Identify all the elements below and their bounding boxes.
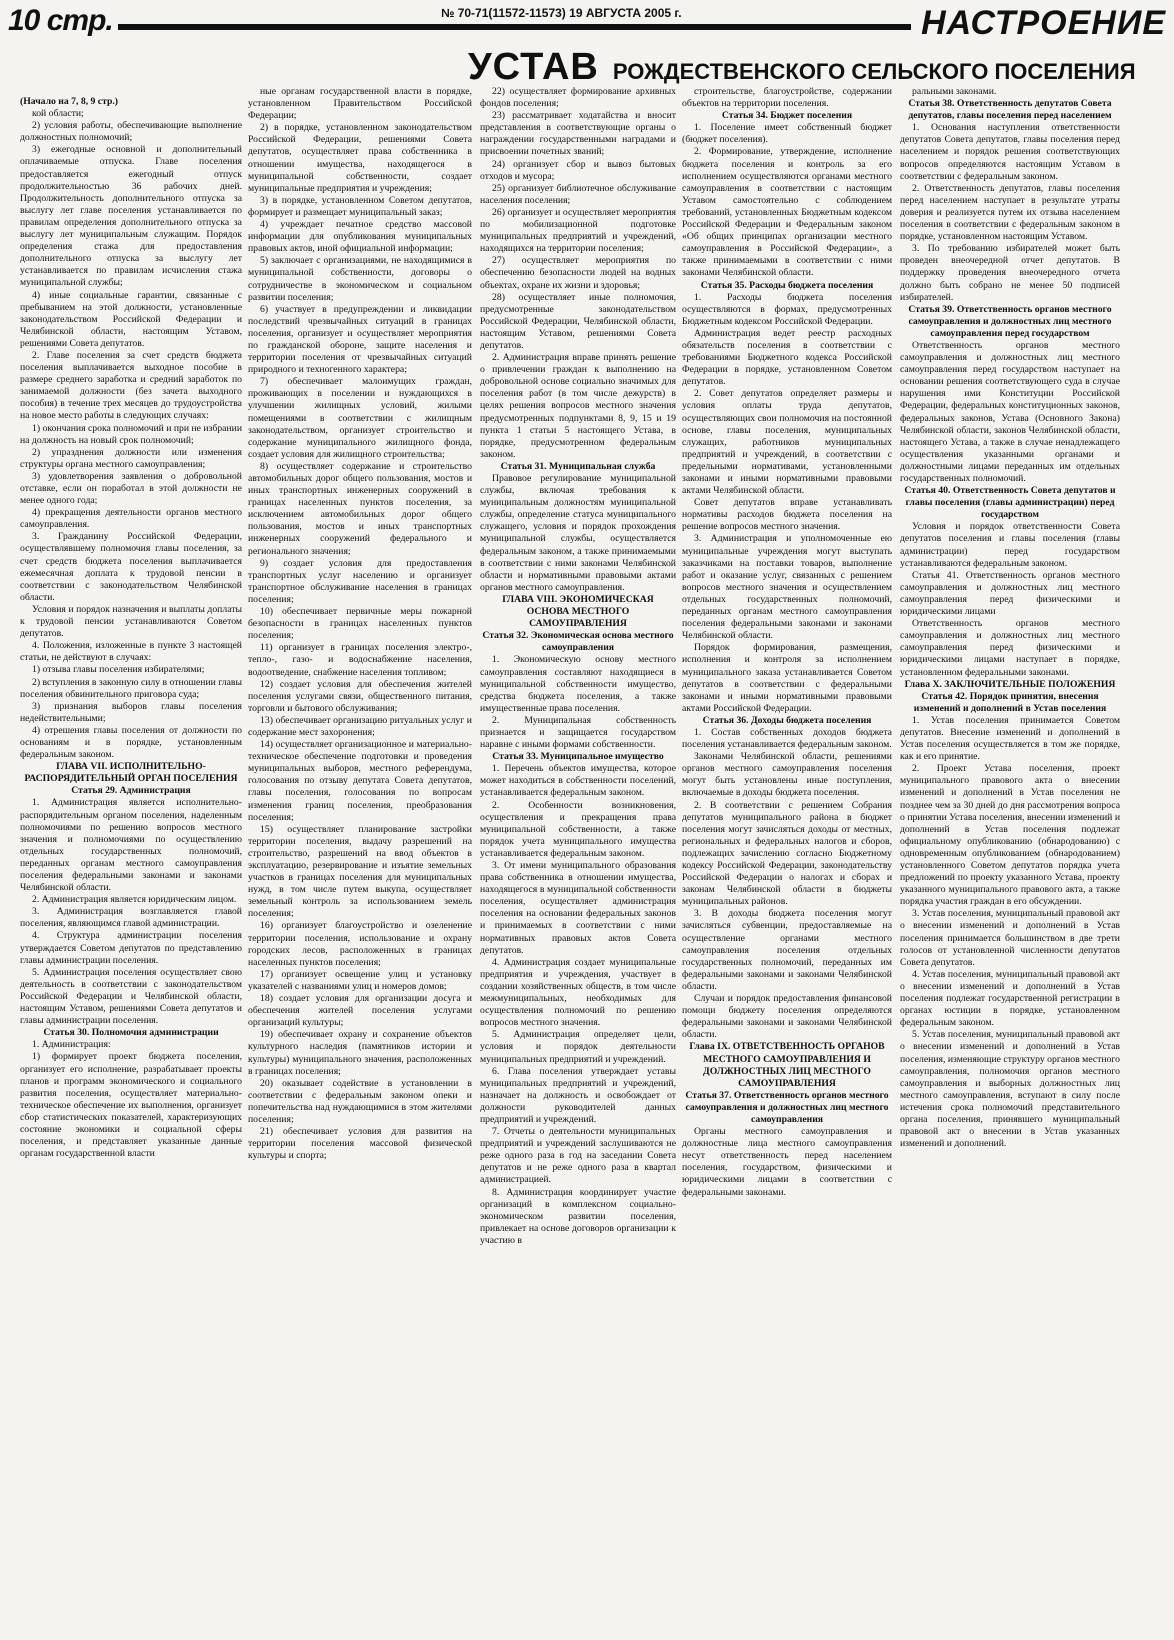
- paragraph: Правовое регулирование муниципальной службы, включая требования к муниципальным должностям муниципальной службы, определение статуса муниципального служащего, условия и порядок прохождения муниципальной службы, осуществляется федеральным законом, а также принимаемыми в соответствии с ними законами Челябинской области и нормативными правовыми актами органов местного самоуправления.: [480, 473, 676, 593]
- paragraph: 1. Администрация является исполнительно-распорядительным органом поселения, наделенным полномочиями по решению вопросов местного значения и полномочиями по осуществлению отдельных государственных полномочий, переданных органам местного самоуправления поселения федеральными законами и законами Челябинской области.: [20, 797, 242, 894]
- paragraph: 2. Муниципальная собственность признается и защищается государством наравне с иными формами собственности.: [480, 714, 676, 751]
- paragraph: 3. По требованию избирателей может быть проведен внеочередной отчет депутатов. В поддержку проведения внеочередного отчета должно быть собрано не менее 50 подписей избирателей.: [900, 243, 1120, 303]
- paragraph: 4. Структура администрации поселения утверждается Советом депутатов по представлению главы администрации поселения.: [20, 930, 242, 966]
- paragraph: 1. Администрация:: [32, 1039, 111, 1051]
- paragraph: 6) участвует в предупреждении и ликвидации последствий чрезвычайных ситуаций в границах поселения, организует и осуществляет мероприятия по гражданской обороне, защите населения и территории поселения от чрезвычайных ситуаций природного и техногенного характера;: [248, 303, 472, 376]
- paragraph: Ответственность органов местного самоуправления и должностных лиц местного самоуправления перед государством наступает на основании решения соответствующего суда в случае нарушения ими Конституции Российской Федерации, федеральных конституционных законов, федеральных законов, Устава (Основного Закона) Челябинской области, законов Челябинской области, настоящего Устава, а также в случае ненадлежащего осуществления указанными органами и должностными лицами переданных им отдельных государственных полномочий.: [900, 339, 1120, 484]
- paragraph: Администрация ведет реестр расходных обязательств поселения в соответствии с требованиями Бюджетного кодекса Российской Федерации в порядке, установленном Советом депутатов.: [682, 327, 892, 388]
- text-column-1: [20, 96, 242, 1634]
- paragraph: 6. Глава поселения утверждает уставы муниципальных предприятий и учреждений, назначает на должность и освобождает от должности руководителей данных предприятий и учреждений.: [480, 1065, 676, 1125]
- section-heading: Статья 32. Экономическая основа местного самоуправления: [482, 630, 674, 654]
- article-title-sub: РОЖДЕСТВЕНСКОГО СЕЛЬСКОГО ПОСЕЛЕНИЯ: [612, 59, 1136, 84]
- paragraph: 26) организует и осуществляет мероприятия по мобилизационной подготовке муниципальных предприятий и учреждений, находящихся на территории поселения;: [480, 206, 676, 255]
- paragraph: Ответственность органов местного самоуправления и должностных лиц местного самоуправления перед физическими и юридическими лицами наступает в порядке, установленном федеральными законами.: [900, 618, 1120, 678]
- section-heading: Статья 29. Администрация: [71, 785, 191, 797]
- paragraph: 3. От имени муниципального образования права собственника в отношении имущества, находящегося в муниципальной собственности поселения, осуществляет администрация поселения на основании федеральных законов и принимаемых в соответствии с ними нормативных правовых актов Совета депутатов.: [480, 860, 676, 956]
- paragraph: 17) организует освещение улиц и установку указателей с названиями улиц и номеров домов;: [248, 968, 472, 992]
- text-column-2: [248, 86, 472, 1634]
- paragraph: 5) заключает с организациями, не находящимися в муниципальной собственности, договоры о сотрудничестве в экономическом и социальном развитии поселения;: [248, 255, 472, 303]
- paragraph: ральными законами.: [912, 86, 997, 97]
- issue-info: № 70-71(11572-11573) 19 АВГУСТА 2005 г.: [433, 6, 690, 20]
- paragraph: 10) обеспечивает первичные меры пожарной безопасности в границах населенных пунктов поселения;: [248, 606, 472, 642]
- paragraph: 3. Устав поселения, муниципальный правовой акт о внесении изменений и дополнений в Устав поселения принимается большинством в две трети голосов от установленной численности депутатов Совета депутатов.: [900, 908, 1120, 968]
- section-heading: Статья 36. Доходы бюджета поселения: [702, 714, 872, 726]
- section-heading: Глава X. ЗАКЛЮЧИТЕЛЬНЫЕ ПОЛОЖЕНИЯ: [904, 678, 1116, 690]
- paragraph: 2. Особенности возникновения, осуществления и прекращения права муниципальной собственности, а также порядок учета муниципального имущества устанавливается федеральным законом.: [480, 799, 676, 859]
- paragraph: 2) в порядке, установленном законодательством Российской Федерации, решениями Совета депутатов, осуществляет права собственника в отношении имущества, находящегося в муниципальной собственности, создает муниципальные предприятия и учреждения;: [248, 122, 472, 194]
- text-column-3: [480, 86, 676, 1634]
- article-title-main: УСТАВ: [468, 46, 599, 88]
- paragraph: 2. Ответственность депутатов, главы поселения перед населением наступает в результате утраты доверия и реализуется путем их отзыва населением поселения в соответствии с федеральным законом в порядке, установленном настоящим Уставом.: [900, 182, 1120, 243]
- paragraph: 3) удовлетворения заявления о добровольной отставке, если он поработал в этой должности не менее одного года;: [20, 470, 242, 507]
- paragraph: 13) обеспечивает организацию ритуальных услуг и содержание мест захоронения;: [248, 714, 472, 738]
- paragraph: 18) создает условия для организации досуга и обеспечения жителей поселения услугами организаций культуры;: [248, 993, 472, 1029]
- paragraph: 4. Устав поселения, муниципальный правовой акт о внесении изменений и дополнений в Устав поселения подлежат государственной регистрации в органах юстиции в порядке, установленном федеральным законом.: [900, 968, 1120, 1029]
- paragraph: 4) иные социальные гарантии, связанные с пребыванием на этой должности, установленные законодательством Российской Федерации и Челябинской области, настоящим Уставом, решениями Совета депутатов.: [20, 289, 242, 349]
- section-heading: ГЛАВА VIII. ЭКОНОМИЧЕСКАЯ ОСНОВА МЕСТНОГО САМОУПРАВЛЕНИЯ: [502, 593, 654, 630]
- paragraph: Законами Челябинской области, решениями органов местного самоуправления поселения могут быть установлены иные поступления, включаемые в доходы бюджета поселения.: [682, 751, 892, 799]
- paragraph: 15) осуществляет планирование застройки территории поселения, выдачу разрешений на строительство, разрешений на ввод объектов в эксплуатацию, резервирование и изъятие земельных участков в границах поселения для муниципальных нужд, в том числе путем выкупа, осуществляет земельный контроль за использованием земель поселения;: [248, 823, 472, 920]
- paragraph: 22) осуществляет формирование архивных фондов поселения;: [480, 86, 676, 110]
- paragraph: 4. Администрация создает муниципальные предприятия и учреждения, участвует в создании хозяйственных обществ, в том числе межмуниципальных, необходимых для осуществления полномочий по решению вопросов местного значения.: [480, 956, 676, 1029]
- paragraph: 1) отзыва главы поселения избирателями;: [32, 664, 205, 676]
- text-column-4: [682, 86, 892, 1634]
- paragraph: 1. Основания наступления ответственности депутатов Совета депутатов, главы поселения перед населением и порядок решения соответствующих вопросов определяются настоящим Уставом в соответствии с федеральным законом.: [900, 122, 1120, 182]
- paragraph: 2. Администрация вправе принять решение о привлечении граждан к выполнению на добровольной основе социально значимых для поселения работ (в том числе дежурств) в целях решения вопросов местного значения предусмотренных подпунктами 8, 9, 15 и 19 пункта 1 статьи 5 настоящего Устава, в порядке, предусмотренном федеральным законом.: [480, 352, 676, 460]
- paragraph: 1. Расходы бюджета поселения осуществляются в формах, предусмотренных Бюджетным кодексом Российской Федерации.: [682, 291, 892, 327]
- section-heading: Глава IX. ОТВЕТСТВЕННОСТЬ ОРГАНОВ МЕСТНОГО САМОУПРАВЛЕНИЯ И ДОЛЖНОСТНЫХ ЛИЦ МЕСТНОГО САМОУПРАВЛЕНИЯ: [689, 1041, 885, 1089]
- paragraph: 2. Формирование, утверждение, исполнение бюджета поселения и контроль за его исполнением осуществляются органами местного самоуправления в соответствии с настоящим Уставом самостоятельно с соблюдением требований, установленных Бюджетным кодексом Российской Федерации и Федеральным законом «Об общих принципах организации местного самоуправления в Российской Федерации», а также принимаемыми в соответствии с ними законами Челябинской области.: [682, 146, 892, 279]
- paragraph: 1. Экономическую основу местного самоуправления составляют находящиеся в муниципальной собственности имущество, средства бюджета поселения, а также имущественные права поселения.: [480, 654, 676, 714]
- section-heading: Статья 33. Муниципальное имущество: [492, 751, 664, 763]
- paragraph: Совет депутатов вправе устанавливать нормативы расходов бюджета поселения на решение вопросов местного значения.: [682, 497, 892, 533]
- paragraph: 3. Администрация и уполномоченные ею муниципальные учреждения могут выступать заказчиками на поставки товаров, выполнение работ и оказание услуг, связанных с решением вопросов местного значения и осуществлением отдельных государственных полномочий, переданных органам местного самоуправления поселения федеральными законами и законами Челябинской области.: [682, 533, 892, 642]
- section-heading: Статья 37. Ответственность органов местного самоуправления и должностных лиц местного самоуправления: [685, 1089, 889, 1125]
- header-rule: [118, 24, 911, 30]
- section-heading: Статья 31. Муниципальная служба: [500, 460, 656, 472]
- paragraph: 3) признания выборов главы поселения недействительными;: [20, 700, 242, 724]
- section-title: НАСТРОЕНИЕ: [921, 4, 1166, 42]
- section-heading: Статья 40. Ответственность Совета депутатов и главы поселения (главы администрации) перед государством: [904, 485, 1116, 521]
- paragraph: 25) организует библиотечное обслуживание населения поселения;: [480, 182, 676, 206]
- text-column-5: [900, 86, 1120, 1634]
- paragraph: 16) организует благоустройство и озеленение территории поселения, использование и охрану городских лесов, расположенных в границах населенных пунктов поселения;: [248, 920, 472, 968]
- section-heading: Статья 42. Порядок принятия, внесения изменений и дополнений в Устав поселения: [913, 690, 1107, 714]
- paragraph: 1) формирует проект бюджета поселения, организует его исполнение, разрабатывает проекты планов и программ экономического и социального развития поселения, осуществляет материально-техническое обеспечение их выполнения, организует сбор статистических показателей, характеризующих состояние экономики и социальной сферы поселения, и представляет указанные данные органам государственной власти: [20, 1051, 242, 1160]
- paragraph: Порядок формирования, размещения, исполнения и контроля за исполнением муниципального заказа устанавливается Советом депутатов в соответствии с федеральными законами и иными нормативными правовыми актами Российской Федерации.: [682, 642, 892, 714]
- paragraph: Условия и порядок назначения и выплаты доплаты к трудовой пенсии устанавливаются Советом депутатов.: [20, 603, 242, 640]
- paragraph: 1. Состав собственных доходов бюджета поселения устанавливается федеральным законом.: [682, 726, 892, 751]
- section-heading: ГЛАВА VII. ИСПОЛНИТЕЛЬНО-РАСПОРЯДИТЕЛЬНЫЙ ОРГАН ПОСЕЛЕНИЯ: [24, 761, 238, 785]
- paragraph: 4. Положения, изложенные в пункте 3 настоящей статьи, не действуют в случаях:: [20, 640, 242, 664]
- paragraph: 3) ежегодные основной и дополнительный оплачиваемые отпуска. Главе поселения предоставляется ежегодный отпуск продолжительностью 36 рабочих дней. Продолжительность дополнительного отпуска за выслугу лет главе поселения устанавливается по правилам определения дополнительного отпуска за выслугу лет муниципальным служащим. Порядок определения стажа для предоставления дополнительного отпуска за выслугу лет устанавливается по правилам исчисления стажа муниципальной службы;: [20, 144, 242, 289]
- paragraph: 4) отрешения главы поселения от должности по основаниям и в порядке, установленным федеральным законом.: [20, 724, 242, 761]
- paragraph: 4) прекращения деятельности органов местного самоуправления.: [20, 507, 242, 531]
- paragraph: 1. Поселение имеет собственный бюджет (бюджет поселения).: [682, 122, 892, 146]
- paragraph: 2) упразднения должности или изменения структуры органа местного самоуправления;: [20, 446, 242, 470]
- paragraph: 23) рассматривает ходатайства и вносит представления в соответствующие органы о награждении государственными наградами и присвоении почетных званий;: [480, 110, 676, 158]
- paragraph: 24) организует сбор и вывоз бытовых отходов и мусора;: [480, 158, 676, 182]
- paragraph: 2) вступления в законную силу в отношении главы поселения обвинительного приговора суда;: [20, 676, 242, 700]
- section-heading: Статья 34. Бюджет поселения: [721, 110, 853, 122]
- paragraph: 21) обеспечивает условия для развития на территории поселения массовой физической культуры и спорта;: [248, 1126, 472, 1162]
- page-header: [8, 4, 1166, 44]
- paragraph: кой области;: [32, 108, 84, 120]
- paragraph: 2. В соответствии с решением Собрания депутатов муниципального района в бюджет поселения могут зачисляться доходы от местных, региональных и федеральных налогов и сборов, подлежащих зачислению согласно Бюджетному кодексу Российской Федерации, законодательству Российской Федерации о налогах и сборах и законам Челябинской области в бюджеты муниципальных районов.: [682, 799, 892, 908]
- paragraph: 28) осуществляет иные полномочия, предусмотренные законодательством Российской Федерации, Челябинской области, настоящим Уставом, решениями Совета депутатов.: [480, 291, 676, 351]
- paragraph: ные органам государственной власти в порядке, установленном Правительством Российской Федерации;: [248, 86, 472, 122]
- paragraph: Случаи и порядок предоставления финансовой помощи бюджету поселения определяются федеральными законами и законами Челябинской области.: [682, 993, 892, 1041]
- section-heading: Статья 38. Ответственность депутатов Совета депутатов, главы поселения перед населением: [908, 98, 1112, 122]
- section-heading: Статья 30. Полномочия администрации: [43, 1027, 219, 1039]
- paragraph: 1. Устав поселения принимается Советом депутатов. Внесение изменений и дополнений в Устав поселения осуществляется в том же порядке, как и его принятие.: [900, 714, 1120, 763]
- paragraph: 1) окончания срока полномочий и при не избрании на должность на новый срок полномочий;: [20, 422, 242, 446]
- paragraph: 12) создает условия для обеспечения жителей поселения услугами связи, общественного питания, торговли и бытового обслуживания;: [248, 678, 472, 714]
- paragraph: 14) осуществляет организационное и материально-техническое обеспечение подготовки и проведения муниципальных выборов, местного референдума, голосования по отзыву депутата Совета депутатов, главы поселения, голосования по вопросам изменения границ поселения, преобразования поселения;: [248, 739, 472, 823]
- paragraph: 3) в порядке, установленном Советом депутатов, формирует и размещает муниципальный заказ;: [248, 194, 472, 218]
- paragraph: 5. Администрация поселения осуществляет свою деятельность в соответствии с законодательством Российской Федерации и Челябинской области, настоящим Уставом, решениями Совета депутатов и главы администрации поселения.: [20, 966, 242, 1027]
- paragraph: 5. Устав поселения, муниципальный правовой акт о внесении изменений и дополнений в Устав поселения, изменяющие структуру органов местного самоуправления, полномочия органов местного самоуправления и выборных должностных лиц местного самоуправления, вступают в силу после истечения срока полномочий представительного органа поселения, принявшего муниципальный правовой акт о внесении в Устав указанных изменений и дополнений.: [900, 1029, 1120, 1150]
- paragraph: 8. Администрация координирует участие организаций в комплексном социально-экономическом развитии поселения, привлекает на основе договоров организации к участию в: [480, 1186, 676, 1246]
- page-number: 10 стр.: [8, 4, 113, 37]
- paragraph: (Начало на 7, 8, 9 стр.): [20, 96, 119, 107]
- paragraph: 8) осуществляет содержание и строительство автомобильных дорог общего пользования, мостов и иных транспортных инженерных сооружений в границах населенных пунктов поселения, за исключением автомобильных дорог общего пользования, мостов и иных транспортных инженерных сооружений федерального и регионального значения;: [248, 460, 472, 557]
- paragraph: 7. Отчеты о деятельности муниципальных предприятий и учреждений заслушиваются не реже одного раза в год на заседании Совета депутатов и не реже одного раза в квартал администрацией.: [480, 1126, 676, 1186]
- paragraph: 3. Гражданину Российской Федерации, осуществлявшему полномочия главы поселения, за счет средств бюджета поселения выплачивается ежемесячная доплата к трудовой пенсии в соответствии с законодательством Челябинской области.: [20, 531, 242, 603]
- paragraph: 20) оказывает содействие в установлении в соответствии с федеральным законом опеки и попечительства над нуждающимися в этом жителями поселения;: [248, 1077, 472, 1125]
- paragraph: 3. В доходы бюджета поселения могут зачисляться субвенции, предоставляемые на осуществление органами местного самоуправления поселения отдельных государственных полномочий, переданных им федеральными законами и законами Челябинской области.: [682, 908, 892, 992]
- paragraph: Условия и порядок ответственности Совета депутатов поселения и главы поселения (главы администрации) перед государством устанавливаются федеральным законом.: [900, 521, 1120, 569]
- section-heading: Статья 35. Расходы бюджета поселения: [700, 279, 874, 291]
- paragraph: 2. Администрация является юридическим лицом.: [32, 894, 237, 906]
- paragraph: 19) обеспечивает охрану и сохранение объектов культурного наследия (памятников истории и культуры) муниципального значения, расположенных в границах поселения;: [248, 1029, 472, 1077]
- article-title: [468, 46, 1168, 89]
- paragraph: 2. Главе поселения за счет средств бюджета поселения выплачивается выходное пособие в размере среднего заработка и средний заработок по занимаемой должности (без зачета выходного пособия) в течение трех месяцев до трудоустройства на новое место работы в следующих случаях:: [20, 349, 242, 422]
- paragraph: строительстве, благоустройстве, содержании объектов на территории поселения.: [682, 86, 892, 110]
- paragraph: Органы местного самоуправления и должностные лица местного самоуправления несут ответственность перед населением поселения, государством, физическими и юридическими лицами в соответствии с федеральными законами.: [682, 1126, 892, 1198]
- paragraph: 4) учреждает печатное средство массовой информации для опубликования муниципальных правовых актов, иной официальной информации;: [248, 219, 472, 255]
- paragraph: 3. Администрация возглавляется главой поселения, являющимся главой администрации.: [20, 906, 242, 930]
- paragraph: 2. Проект Устава поселения, проект муниципального правового акта о внесении изменений и дополнений в Устав поселения не позднее чем за 30 дней до дня рассмотрения вопроса о принятии Устава поселения, внесении изменений и дополнений в Устав поселения подлежат официальному опубликованию (обнародованию) с одновременным опубликованием (обнародованием) установленного Советом депутатов порядка учета предложений по проекту указанного Устава, проекту указанного муниципального правового акта, а также порядка участия граждан в его обсуждении.: [900, 763, 1120, 908]
- paragraph: Статья 41. Ответственность органов местного самоуправления и должностных лиц местного самоуправления перед физическими и юридическими лицами: [900, 569, 1120, 618]
- paragraph: 9) создает условия для предоставления транспортных услуг населению и организует транспортное обслуживание населения в границах поселения;: [248, 557, 472, 605]
- paragraph: 27) осуществляет мероприятия по обеспечению безопасности людей на водных объектах, охране их жизни и здоровья;: [480, 255, 676, 291]
- paragraph: 11) организует в границах поселения электро-, тепло-, газо- и водоснабжение населения, водоотведение, снабжение населения топливом;: [248, 642, 472, 678]
- paragraph: 2. Совет депутатов определяет размеры и условия оплаты труда депутатов, осуществляющих свои полномочия на постоянной основе, главы поселения, муниципальных служащих, работников муниципальных предприятий и учреждений, в соответствии с предельными нормативами, установленными законами и иными нормативными правовыми актами Челябинской области.: [682, 388, 892, 497]
- paragraph: 7) обеспечивает малоимущих граждан, проживающих в поселении и нуждающихся в улучшении жилищных условий, жилыми помещениями в соответствии с жилищным законодательством, организует строительство и содержание муниципального жилищного фонда, создает условия для жилищного строительства;: [248, 376, 472, 460]
- paragraph: 1. Перечень объектов имущества, которое может находиться в собственности поселений, устанавливается федеральным законом.: [480, 763, 676, 799]
- section-heading: Статья 39. Ответственность органов местного самоуправления и должностных лиц местного самоуправления перед государством: [908, 303, 1112, 339]
- paragraph: 2) условия работы, обеспечивающие выполнение должностных полномочий;: [20, 120, 242, 144]
- paragraph: 5. Администрация определяет цели, условия и порядок деятельности муниципальных предприятий и учреждений.: [480, 1029, 676, 1065]
